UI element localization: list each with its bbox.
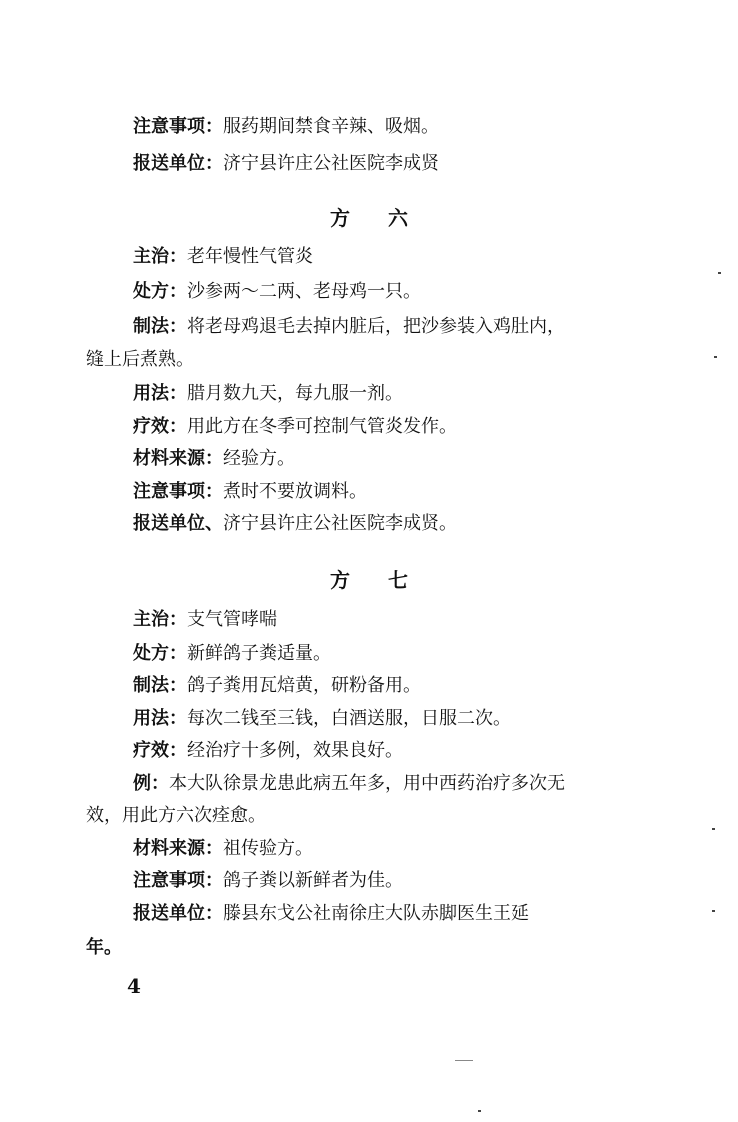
prescription-line [133, 279, 658, 305]
indication-line [133, 244, 658, 270]
reporter-text: 济宁县许庄公社医院李成贤 [223, 153, 439, 174]
reporter-line [133, 901, 658, 927]
case-continuation: 效，用此方六次痊愈。 [86, 805, 266, 826]
effect-text: 经治疗十多例，效果良好。 [187, 740, 403, 761]
caution-line [133, 114, 658, 140]
indication-label: 主治： [133, 246, 187, 267]
method-line [133, 673, 658, 699]
usage-line [133, 381, 658, 407]
case-text: 本大队徐景龙患此病五年多，用中西药治疗多次无 [169, 773, 565, 794]
page-number: 4 [127, 974, 141, 998]
indication-text: 支气管哮喘 [187, 609, 277, 630]
indication-text: 老年慢性气管炎 [187, 246, 313, 267]
prescription-label: 处方： [133, 281, 187, 302]
source-label: 材料来源： [133, 838, 223, 859]
case-line [133, 771, 658, 797]
reporter-text: 滕县东戈公社南徐庄大队赤脚医生王延 [223, 903, 529, 924]
source-line [133, 836, 658, 862]
caution-label: 注意事项： [133, 481, 223, 502]
section-heading-6: 方六 [330, 206, 446, 230]
prescription-text: 沙参两～二两、老母鸡一只。 [187, 281, 421, 302]
scan-speck [714, 356, 717, 358]
reporter-text: 济宁县许庄公社医院李成贤。 [223, 513, 457, 534]
caution-text: 煮时不要放调料。 [223, 481, 367, 502]
source-label: 材料来源： [133, 448, 223, 469]
reporter-label: 报送单位： [133, 153, 223, 174]
caution-label: 注意事项： [133, 116, 223, 137]
scan-speck [455, 1060, 473, 1061]
reporter-label: 报送单位、 [133, 513, 223, 534]
indication-line [133, 607, 658, 633]
effect-line [133, 738, 658, 764]
indication-label: 主治： [133, 609, 187, 630]
usage-label: 用法： [133, 383, 187, 404]
source-line [133, 446, 658, 472]
effect-line [133, 414, 658, 440]
reporter-continuation: 年。 [86, 937, 122, 958]
caution-text: 鸽子粪以新鲜者为佳。 [223, 870, 403, 891]
caution-label: 注意事项： [133, 870, 223, 891]
method-text: 鸽子粪用瓦焙黄，研粉备用。 [187, 675, 421, 696]
source-text: 祖传验方。 [223, 838, 313, 859]
prescription-line [133, 641, 658, 667]
method-label: 制法： [133, 675, 187, 696]
method-line [133, 314, 658, 340]
scan-speck [718, 272, 721, 274]
reporter-line [133, 511, 658, 537]
reporter-line [133, 151, 658, 177]
method-label: 制法： [133, 316, 187, 337]
scan-speck [712, 910, 715, 912]
usage-line [133, 706, 658, 732]
caution-line [133, 479, 658, 505]
method-continuation: 缝上后煮熟。 [86, 349, 194, 370]
prescription-text: 新鲜鸽子粪适量。 [187, 643, 331, 664]
effect-label: 疗效： [133, 740, 187, 761]
effect-label: 疗效： [133, 416, 187, 437]
caution-line [133, 868, 658, 894]
caution-text: 服药期间禁食辛辣、吸烟。 [223, 116, 439, 137]
section-heading-7: 方七 [330, 568, 446, 592]
scan-speck [712, 828, 715, 830]
case-label: 例： [133, 773, 169, 794]
usage-text: 每次二钱至三钱，白酒送服，日服二次。 [187, 708, 511, 729]
source-text: 经验方。 [223, 448, 295, 469]
effect-text: 用此方在冬季可控制气管炎发作。 [187, 416, 457, 437]
scan-speck [478, 1110, 481, 1112]
method-text: 将老母鸡退毛去掉内脏后，把沙参装入鸡肚内， [187, 316, 565, 337]
usage-text: 腊月数九天，每九服一剂。 [187, 383, 403, 404]
prescription-label: 处方： [133, 643, 187, 664]
reporter-label: 报送单位： [133, 903, 223, 924]
usage-label: 用法： [133, 708, 187, 729]
